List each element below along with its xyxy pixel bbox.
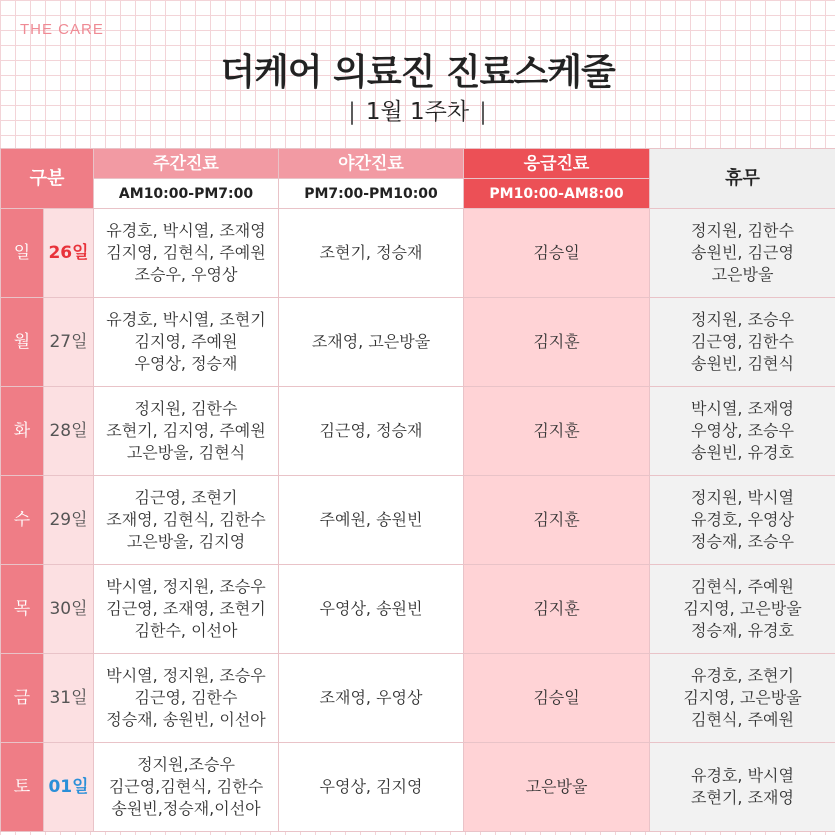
emergency-shift-cell: 김지훈 (464, 565, 650, 654)
off-line: 유경호, 박시열 (691, 766, 794, 785)
table-row (1, 209, 835, 298)
emergency-shift-cell: 김승일 (464, 654, 650, 743)
emergency-shift-cell: 고은방울 (464, 743, 650, 832)
night-shift-cell: 우영상, 김지영 (279, 743, 464, 832)
off-line: 정승재, 유경호 (691, 621, 794, 640)
off-line: 송원빈, 김현식 (691, 354, 794, 373)
off-line: 우영상, 조승우 (691, 421, 794, 440)
table-row (1, 654, 835, 743)
emergency-shift-cell: 김지훈 (464, 476, 650, 565)
off-cell (650, 565, 835, 654)
divider-left: | (348, 99, 356, 125)
night-hours: PM7:00-PM10:00 (279, 179, 464, 209)
day-line: 김근영, 조재영, 조현기 (106, 599, 266, 618)
day-line: 김한수, 이선아 (134, 621, 238, 640)
weekday-cell: 금 (1, 654, 44, 743)
day-line: 김근영,김현식, 김한수 (108, 777, 264, 796)
off-cell (650, 209, 835, 298)
off-cell (650, 743, 835, 832)
off-line: 유경호, 우영상 (691, 510, 794, 529)
schedule-table (0, 148, 835, 832)
day-line: 조재영, 김현식, 김한수 (106, 510, 266, 529)
day-shift-header: 주간진료 (94, 149, 279, 179)
day-line: 정지원,조승우 (137, 755, 235, 774)
day-line: 유경호, 박시열, 조재영 (106, 221, 266, 240)
day-line: 유경호, 박시열, 조현기 (106, 310, 266, 329)
off-line: 김지영, 고은방울 (683, 599, 802, 618)
off-line: 유경호, 조현기 (691, 666, 794, 685)
table-row (1, 298, 835, 387)
day-line: 김근영, 조현기 (134, 488, 238, 507)
night-shift-cell: 주예원, 송원빈 (279, 476, 464, 565)
off-line: 정지원, 김한수 (691, 221, 794, 240)
weekday-cell: 월 (1, 298, 44, 387)
off-line: 김현식, 주예원 (691, 710, 794, 729)
day-line: 김근영, 김한수 (134, 688, 238, 707)
day-line: 조현기, 김지영, 주예원 (106, 421, 266, 440)
weekday-cell: 일 (1, 209, 44, 298)
night-shift-cell: 우영상, 송원빈 (279, 565, 464, 654)
off-cell (650, 298, 835, 387)
off-line: 정지원, 조승우 (691, 310, 794, 329)
day-line: 박시열, 정지원, 조승우 (106, 666, 266, 685)
off-cell (650, 387, 835, 476)
day-shift-cell (94, 476, 279, 565)
weekday-cell: 화 (1, 387, 44, 476)
day-line: 정승재, 송원빈, 이선아 (106, 710, 266, 729)
day-shift-cell (94, 298, 279, 387)
night-shift-cell: 김근영, 정승재 (279, 387, 464, 476)
weekday-cell: 목 (1, 565, 44, 654)
off-line: 김근영, 김한수 (691, 332, 794, 351)
table-row (1, 476, 835, 565)
off-line: 고은방울 (711, 265, 774, 284)
category-header: 구분 (1, 149, 94, 209)
off-line: 조현기, 조재영 (691, 788, 794, 807)
day-shift-cell (94, 654, 279, 743)
emergency-hours: PM10:00-AM8:00 (464, 179, 650, 209)
table-row (1, 387, 835, 476)
week-label: 1월 1주차 (365, 99, 470, 125)
emergency-shift-cell: 김지훈 (464, 298, 650, 387)
emergency-shift-cell: 김승일 (464, 209, 650, 298)
off-line: 송원빈, 유경호 (691, 443, 794, 462)
day-line: 조승우, 우영상 (134, 265, 238, 284)
off-line: 정지원, 박시열 (691, 488, 794, 507)
day-line: 정지원, 김한수 (134, 399, 238, 418)
night-shift-cell: 조현기, 정승재 (279, 209, 464, 298)
off-cell (650, 654, 835, 743)
day-shift-cell (94, 387, 279, 476)
night-shift-header: 야간진료 (279, 149, 464, 179)
date-cell: 26일 (44, 209, 94, 298)
table-row (1, 565, 835, 654)
schedule-rows (1, 209, 835, 832)
day-line: 김지영, 주예원 (134, 332, 238, 351)
day-line: 고은방울, 김지영 (126, 532, 246, 551)
weekday-cell: 수 (1, 476, 44, 565)
day-line: 고은방울, 김현식 (126, 443, 246, 462)
night-shift-cell: 조재영, 고은방울 (279, 298, 464, 387)
night-shift-cell: 조재영, 우영상 (279, 654, 464, 743)
off-header: 휴무 (650, 149, 835, 209)
day-shift-cell (94, 565, 279, 654)
table-row (1, 743, 835, 832)
day-line: 김지영, 김현식, 주예원 (106, 243, 266, 262)
date-cell: 31일 (44, 654, 94, 743)
date-cell: 28일 (44, 387, 94, 476)
off-cell (650, 476, 835, 565)
off-line: 박시열, 조재영 (691, 399, 794, 418)
day-line: 우영상, 정승재 (134, 354, 238, 373)
off-line: 김현식, 주예원 (691, 577, 794, 596)
date-cell: 29일 (44, 476, 94, 565)
divider-right: | (479, 99, 487, 125)
date-cell: 27일 (44, 298, 94, 387)
off-line: 송원빈, 김근영 (691, 243, 794, 262)
day-shift-cell (94, 743, 279, 832)
day-shift-cell (94, 209, 279, 298)
date-cell: 30일 (44, 565, 94, 654)
day-line: 송원빈,정승재,이선아 (111, 799, 261, 818)
day-hours: AM10:00-PM7:00 (94, 179, 279, 209)
brand-logo: THE CARE (20, 21, 104, 38)
page-subtitle (0, 93, 835, 126)
day-line: 박시열, 정지원, 조승우 (106, 577, 266, 596)
weekday-cell: 토 (1, 743, 44, 832)
page-title: 더케어 의료진 진료스케줄 (220, 52, 615, 93)
off-line: 정승재, 조승우 (691, 532, 794, 551)
emergency-shift-header: 응급진료 (464, 149, 650, 179)
emergency-shift-cell: 김지훈 (464, 387, 650, 476)
off-line: 김지영, 고은방울 (683, 688, 802, 707)
date-cell: 01일 (44, 743, 94, 832)
